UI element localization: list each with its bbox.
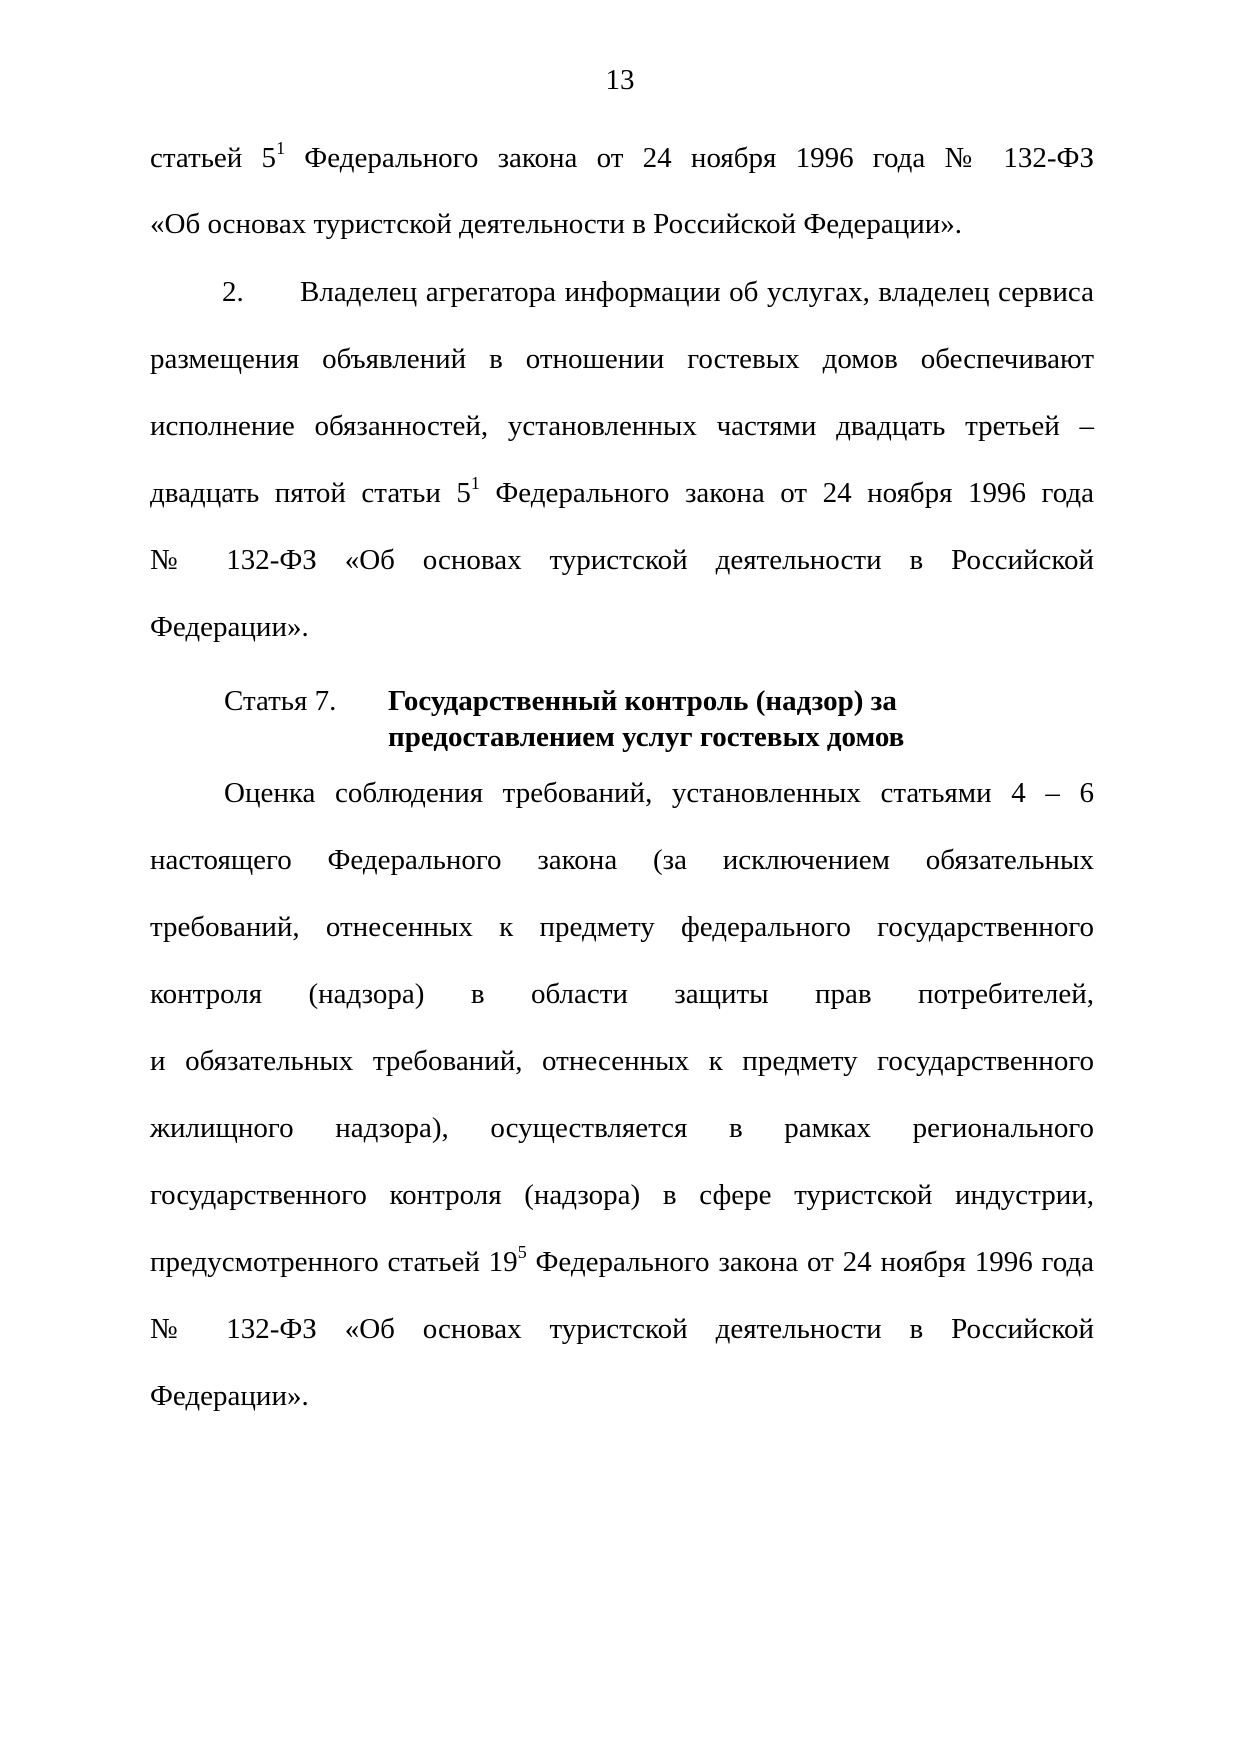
p3-line7: государственного контроля (надзора) в сфере туристской индустрии, [150, 1179, 1094, 1211]
page-number: 13 [605, 64, 635, 96]
article-label: Статья 7. [224, 685, 337, 717]
p2-line2: размещения объявлений в отношении гостевых домов обеспечивают [150, 343, 1094, 375]
p3-line2: настоящего Федерального закона (за исключением обязательных [150, 844, 1094, 876]
p3-line1: Оценка соблюдения требований, установленных статьями 4 – 6 [224, 777, 1094, 809]
p3-line5: и обязательных требований, отнесенных к предмету государственного [150, 1045, 1094, 1077]
p3-line6: жилищного надзора), осуществляется в рамках регионального [150, 1112, 1094, 1144]
p3-line4: контроля (надзора) в области защиты прав потребителей, [150, 978, 1094, 1010]
p2-line5: № 132-ФЗ «Об основах туристской деятельности в Российской [150, 544, 1094, 576]
article-title [388, 683, 904, 755]
p2-line1: Владелец агрегатора информации об услугах, владелец сервиса [300, 276, 1094, 308]
p3-line9: № 132-ФЗ «Об основах туристской деятельности в Российской [150, 1313, 1094, 1345]
p3-line10: Федерации». [150, 1380, 309, 1412]
article-title-line1: Государственный контроль (надзор) за [388, 685, 897, 717]
p2-line4: двадцать пятой статьи $5^1$ Федерального закона от 24 ноября 1996 года [150, 473, 1094, 509]
p2-line3: исполнение обязанностей, установленных частями двадцать третьей – [150, 410, 1094, 442]
p2-number: 2. [222, 276, 244, 308]
p2-line6: Федерации». [150, 611, 309, 643]
p1-line2: «Об основах туристской деятельности в Российской Федерации». [150, 208, 963, 240]
p3-line8: предусмотренного статьей $19^5$ Федерального закона от 24 ноября 1996 года [150, 1242, 1094, 1278]
p1-line1: статьей $5^1$ Федерального закона от 24 ноября 1996 года № 132-ФЗ [150, 138, 1094, 174]
p3-line3: требований, отнесенных к предмету федерального государственного [150, 911, 1094, 943]
article-title-line2: предоставлением услуг гостевых домов [388, 721, 905, 753]
